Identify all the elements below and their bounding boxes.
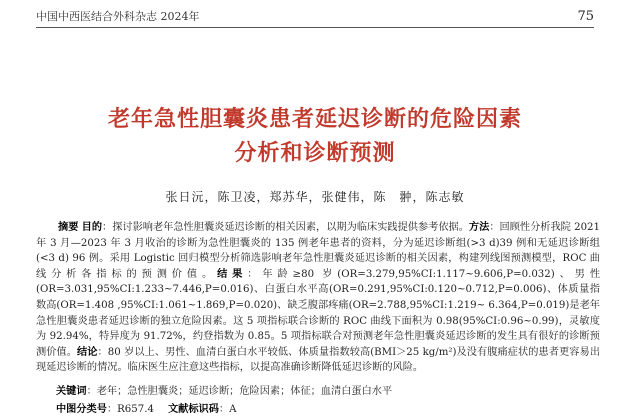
results-text: ：年龄≥80 岁(OR=3.279,95%CI:1.117~9.606,P=0.032)、男性(OR=3.031,95%CI:1.233~7.446,P=0.016)、白蛋白水平高(OR=0.291,95%CI:0.120~0.712,P=0.006)、体质量指数高(OR=1.408 ,95%CI:1.061~1.869,P=0.020)、缺乏腹部疼痛(OR=2.788,95%CI:1.219~ 6.364,P=0.019)是老年急性胆囊炎患者延迟诊断的独立危险因素。这 5 项指标联合诊断的 ROC 曲线下面积为 0.98(95%CI:0.96~0.99)，灵敏度为 92.94%，特异度为 91.72%，约登指数为 0.85。5 项指标联合对预测老年急性胆囊炎延迟诊断的发生具有很好的诊断预测价值。 [36, 268, 601, 358]
clc-label: 中图分类号 [56, 403, 107, 415]
header-divider [36, 27, 594, 28]
conclusion-label: 结论 [77, 345, 98, 358]
page-header [36, 8, 594, 24]
classification-line [56, 400, 600, 415]
methods-text: ：回顾性分析我院 2021年 3 月—2023 年 3 月收治的诊断为急性胆囊炎的 135 例老年患者的资料，分为延迟诊断组(>3 d)39 例和无延迟诊断组(<3 d) 96 例。采用 Logistic 回归模型分析筛选影响老年急性胆囊炎延迟诊断的相关因素，构建列线图预测模型，ROC 曲线分析各指标的预测价值。 [36, 222, 601, 280]
objective-text: ：探讨影响老年急性胆囊炎延迟诊断的相关因素，以期为临床实践提供参考依据。 [102, 222, 469, 233]
author-list: 张日沅，陈卫凌，郑苏华，张健伟，陈 翀，陈志敏 [165, 190, 465, 204]
abstract-heading: 摘要 [58, 221, 79, 233]
journal-name: 中国中西医结合外科杂志 2024年 [36, 10, 200, 23]
keywords-label: 关键词 [56, 385, 87, 397]
title-line-1: 老年急性胆囊炎患者延迟诊断的危险因素 [107, 106, 522, 132]
keywords-line [56, 382, 600, 397]
conclusion-text: ：80 岁以上、男性、血清白蛋白水平较低、体质量指数较高(BMI＞25 kg/m²)及没有腹痛症状的患者更容易出现延迟诊断的情况。临床医生应注意这些指标，以提高准确诊断降低延迟诊断的风险。 [36, 346, 601, 374]
results-label: 结果 [217, 267, 248, 280]
doc-code-value: ：A [218, 404, 237, 415]
keywords-text: ：老年；急性胆囊炎；延迟诊断；危险因素；体征；血清白蛋白水平 [86, 386, 393, 397]
objective-label: 目的 [81, 221, 103, 233]
title-line-2: 分析和诊断预测 [234, 140, 396, 166]
doc-code-label: 文献标识码 [167, 403, 219, 415]
abstract-block [36, 220, 600, 376]
page-number: 75 [577, 9, 594, 24]
methods-label: 方法 [468, 221, 490, 233]
clc-value: ：R657.4 [106, 404, 154, 415]
article-title [60, 102, 570, 170]
